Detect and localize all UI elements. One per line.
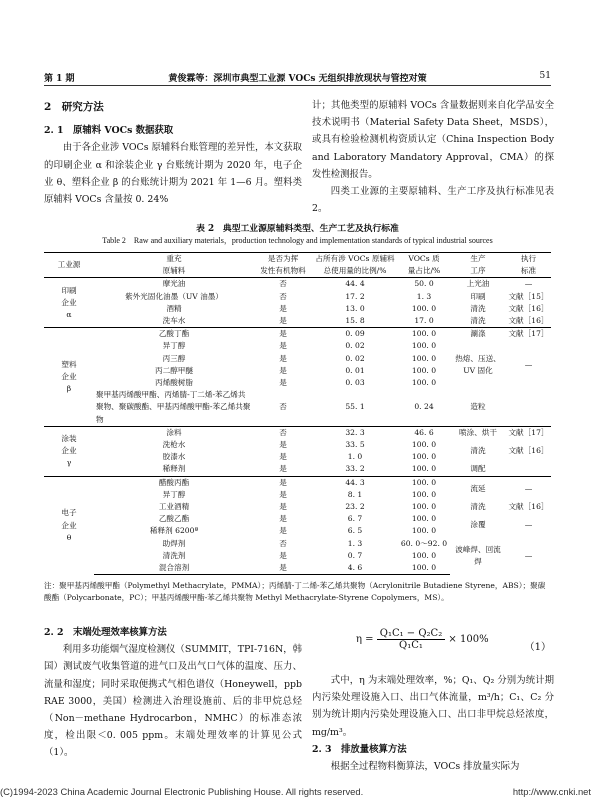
table-row: 电子 企业 θ 醋酸丙酯 是 44. 3 100. 0 流延 — xyxy=(44,476,551,489)
subsection-heading: 2. 1 原辅料 VOCs 数据获取 xyxy=(44,125,174,137)
table-row: 涂装 企业 γ 涂料 否 32. 3 46. 6 喷涂、烘干 文献［17］ xyxy=(44,426,551,439)
issue-number: 第 1 期 xyxy=(44,74,75,84)
subsection-heading: 2. 3 排放量核算方法 xyxy=(312,743,407,755)
source-cell: 涂装 企业 γ xyxy=(44,426,94,476)
table-row: 乙酸乙酯 是 6. 7 100. 0 涂覆 — xyxy=(158,514,533,530)
equation-fraction xyxy=(377,628,445,651)
col-header: 发性有机物料 xyxy=(254,265,312,278)
table-row: 异丁醇 是 0. 02 100. 0 热熔、压送、UV 固化 — xyxy=(162,341,533,375)
table-row: 异丁醇 是 8. 1 100. 0 xyxy=(162,489,437,499)
paragraph: 四类工业源的主要原辅料、生产工序及执行标准见表 2。 xyxy=(312,186,554,215)
left-column-top xyxy=(44,99,302,208)
col-header: 量占比/% xyxy=(398,265,450,278)
paragraph: 根据全过程物料衡算法，VOCs 排放量实际为 xyxy=(330,761,520,773)
col-header: VOCs 质 xyxy=(398,253,450,266)
equation-lhs: η = xyxy=(356,634,374,645)
col-header: 是否为挥 xyxy=(254,253,312,266)
col-header: 占所有涉 VOCs 原辅料 xyxy=(312,253,398,266)
table-row: 工业酒精 是 23. 2 100. 0 清洗 文献［16］ xyxy=(158,502,549,512)
copyright-text: (C)1994-2023 China Academic Journal Electronic Publishing House. All rights reserved. xyxy=(0,786,364,797)
running-header xyxy=(44,69,551,86)
equation-tail: × 100% xyxy=(448,634,489,645)
table-row: 丙三醇 是 0. 02 100. 0 xyxy=(162,353,437,363)
paragraph: 由于各企业涉 VOCs 原辅料台账管理的差异性，本文获取的印刷企业 α 和涂装企业 γ 台账统计期为 2020 年，电子企业 θ、塑料企业 β 的台账统计期为 2021 年 1—6 月。塑料类原辅料 VOCs 含量按 0. 24% xyxy=(44,142,302,206)
source-cell: 电子 企业 θ xyxy=(44,476,94,575)
col-header: 总使用量的比例/% xyxy=(312,265,398,278)
equation-number: （1） xyxy=(524,642,551,653)
table-row: 紫外光固化油墨（UV 油墨） 否 17. 2 1. 3 印刷 文献［15］ xyxy=(125,291,549,301)
table-note: 注：聚甲基丙烯酸甲酯（Polymethyl Methacrylate，PMMA）；丙烯腈-丁二烯-苯乙烯共聚物（Acrylonitrile Butadiene Styrene，ABS）；聚碳酸酯（Polycarbonate，PC）；甲基丙烯酸甲酯-苯乙烯共聚物 Methyl Methacrylate-Styrene Copolymers，MS）。 xyxy=(44,581,546,602)
right-column-top xyxy=(312,97,554,217)
subsection-heading: 2. 2 末端处理效率核算方法 xyxy=(44,627,167,638)
table-row: 胶漆水 是 1. 0 100. 0 xyxy=(162,452,437,462)
table-caption-en: Table 2 Raw and auxiliary materials，production technology and implementation standards of typical industrial sources xyxy=(102,236,493,245)
page-number: 51 xyxy=(539,71,551,81)
table-row: 酒精 是 13. 0 100. 0 清洗 文献［16］ xyxy=(166,303,549,313)
table-caption-cn: 表 2 典型工业源原辅料类型、生产工艺及执行标准 xyxy=(196,224,399,234)
paragraph: 式中，η 为末端处理效率，%；Q₁、Q₂ 分别为统计期内污染处理设施入口、出口气体流量，m³/h；C₁、C₂ 分别为统计期内污染处理设施入口、出口非甲烷总烃浓度，mg/m³。 xyxy=(312,675,554,738)
table-row: 混合溶剂 是 4. 6 100. 0 xyxy=(44,562,551,575)
source-cell: 印刷 企业 α xyxy=(44,278,94,328)
col-header: 生产 xyxy=(450,253,506,266)
section-heading: 2 研究方法 xyxy=(44,101,104,113)
table-row: 塑料 企业 β 乙酸丁酯 是 0. 09 100. 0 涮涤 文献［17］ xyxy=(44,328,551,341)
running-title: 黄俊霖等：深圳市典型工业源 VOCs 无组织排放现状与管控对策 xyxy=(168,74,427,84)
table-row: 洗车水 是 15. 8 17. 0 清洗 文献［16］ xyxy=(162,316,549,326)
equation-numerator: Q₁C₁ − Q₂C₂ xyxy=(377,628,445,640)
source-cell: 塑料 企业 β xyxy=(44,328,94,427)
right-column-bottom xyxy=(312,672,554,775)
col-header: 执行 xyxy=(506,253,551,266)
col-header: 重充 xyxy=(94,253,254,266)
col-header: 工业源 xyxy=(44,253,94,278)
col-header: 原辅料 xyxy=(94,265,254,278)
table-row: 印刷 企业 α 摩光油 否 44. 4 50. 0 上光油 — xyxy=(44,278,551,291)
table-row: 助焊剂 否 1. 3 60. 0～92. 0 波峰焊、回流焊 — xyxy=(162,538,533,567)
equation xyxy=(356,628,551,664)
table-row: 清洗剂 是 0. 7 100. 0 xyxy=(162,550,437,560)
table-row: 丙二醇甲醚 是 0. 01 100. 0 xyxy=(155,365,437,375)
col-header: 工序 xyxy=(450,265,506,278)
equation-denominator: Q₁C₁ xyxy=(399,640,423,651)
footer-url[interactable]: http://www.cnki.net xyxy=(512,786,591,797)
data-table: 工业源 重充 是否为挥 占所有涉 VOCs 原辅料 VOCs 质 生产 执行 原辅料 发性有机物料 总使用量的比例/% 量占比/% 工序 标准 印刷 企业 α 摩光油 否 44. 4 50. 0 上光油 — 紫外光固化油墨（UV 油墨） 否 17. 2 1. 3 印刷 文献［15］ 酒精 是 13. 0 100. 0 清洗 文献［16］ 洗车水 是 15. 8 17. 0 清洗 文献［16］ 塑料 企业 β 乙酸丁酯 是 0. 09 100. 0 涮涤 文献［17］ 异丁醇 是 0. 02 100. 0 热熔、压送、UV 固化 — 丙三醇 是 0. 02 100. 0 丙二醇甲醚 是 0. 01 100. 0 丙烯酸树脂 是 0. 03 100. 0 聚甲基丙烯酸甲酯、丙烯腈-丁二烯-苯乙烯共聚物、聚碳酸酯、甲基丙烯酸甲酯-苯乙烯共聚物 否 55. 1 0. 24 造粒 涂装 企业 γ 涂料 否 32. 3 46. 6 喷涂、烘干 文献［17］ 洗枪水 是 33. 5 100. 0 清洗 文献［16］ 胶漆水 是 1. 0 100. 0 稀释剂 是 33. 2 100. 0 调配 电子 企业 θ 醋酸丙酯 是 44. 3 100. 0 流延 — 异丁醇 是 8. 1 100. 0 工业酒精 是 23. 2 100. 0 清洗 文献［16］ 乙酸乙酯 是 6. 7 100. 0 涂覆 — 稀释剂 6200ª 是 6. 5 100. 0 助焊剂 否 1. 3 60. 0～92. 0 波峰焊、回流焊 — 清洗剂 是 0. 7 100. 0 混合溶剂 是 4. 6 100. 0 xyxy=(44,252,551,575)
table-row: 洗枪水 是 33. 5 100. 0 清洗 文献［16］ xyxy=(162,440,549,456)
table-row: 丙烯酸树脂 是 0. 03 100. 0 xyxy=(155,378,437,388)
left-column-bottom xyxy=(44,624,302,762)
col-header: 标准 xyxy=(506,265,551,278)
table-row: 稀释剂 6200ª 是 6. 5 100. 0 xyxy=(149,526,437,536)
table-row: 稀释剂 是 33. 2 100. 0 调配 xyxy=(162,464,486,474)
paragraph: 计；其他类型的原辅料 VOCs 含量数据则来自化学品安全技术说明书（Material Safety Data Sheet，MSDS），或具有检验检测机构资质认定（China Inspection Body and Laboratory Mandatory Approval，CMA）的探发性检测报告。 xyxy=(312,100,554,180)
paragraph: 利用多功能烟气湿度检测仪（SUMMIT，TPI-716N，韩国）测试废气收集管道的进气口及出气口气体的温度、压力、流量和湿度；同时采取便携式气相色谱仪（Honeywell，ppb RAE 3000，美国）检测进入治理设施前、后的非甲烷总烃（Non－methane Hydrocarbon，NMHC）的标准态浓度，检出限＜0. 005 ppm。末端处理效率的计算见公式（1）。 xyxy=(44,644,302,759)
